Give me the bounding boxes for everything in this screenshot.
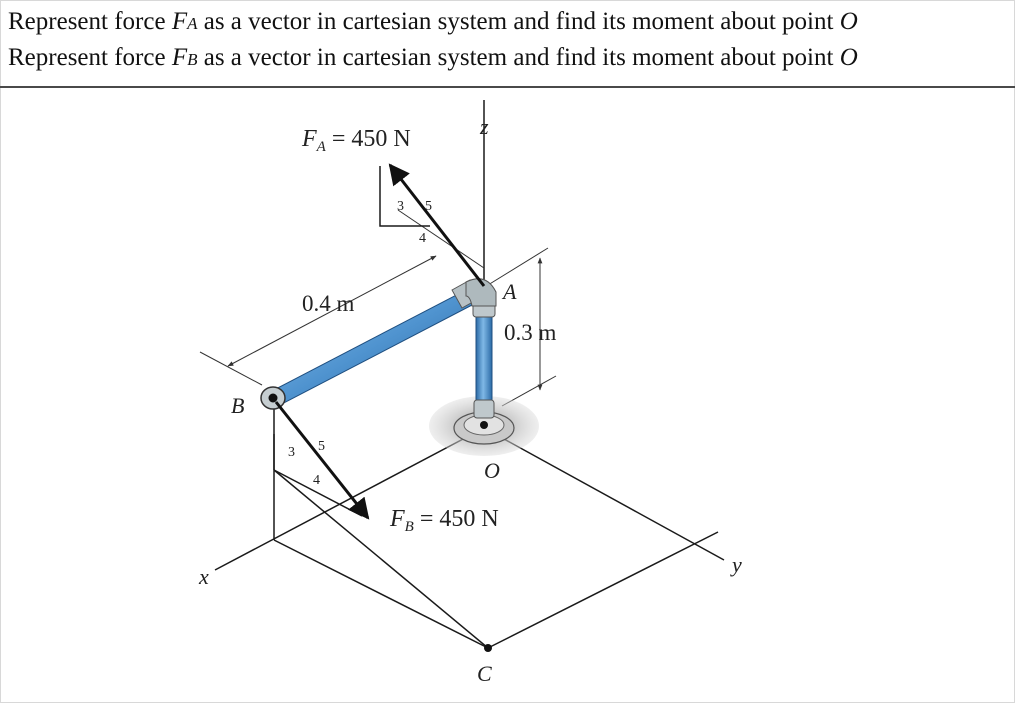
axes-and-ground xyxy=(215,100,724,648)
point-o-label: O xyxy=(484,458,500,483)
force-a-label: $F_A = 450$ N xyxy=(302,126,411,155)
x-axis-line xyxy=(215,428,484,570)
problem-line-1: Represent force FA as a vector in cartesian system and find its moment about point O xyxy=(8,8,858,35)
x-axis-label: x xyxy=(199,564,209,589)
end-fitting-b xyxy=(261,387,285,409)
force-a-slope-triangle xyxy=(380,166,432,246)
force-b-ratio-3: 3 xyxy=(288,445,295,460)
y-axis-label: y xyxy=(732,552,742,577)
force-b-arrow xyxy=(276,402,368,518)
force-a-ratio-4: 4 xyxy=(419,231,426,246)
dimension-label-0-3m: 0.3 m xyxy=(504,320,557,345)
construction-line-to-c xyxy=(274,470,488,648)
ground-edge-x xyxy=(274,540,488,648)
force-b-ratio-5: 5 xyxy=(318,439,325,454)
point-c-label: C xyxy=(477,661,492,686)
ground-edge-y xyxy=(488,532,718,648)
z-axis-label: z xyxy=(480,114,489,139)
point-a-label: A xyxy=(503,279,517,304)
problem-line-2: Represent force FB as a vector in cartesian system and find its moment about point O xyxy=(8,44,858,71)
point-c-dot xyxy=(484,644,492,652)
force-a-ratio-3: 3 xyxy=(397,199,404,214)
force-b-ratio-4: 4 xyxy=(313,473,320,488)
vertical-pipe xyxy=(473,302,495,418)
force-b-slope-triangle xyxy=(274,434,325,488)
point-b-label: B xyxy=(231,393,245,418)
force-b-label: $F_B = 450$ N xyxy=(390,506,499,535)
dimension-label-0-4m: 0.4 m xyxy=(302,291,355,316)
force-a-ratio-5: 5 xyxy=(425,199,432,214)
